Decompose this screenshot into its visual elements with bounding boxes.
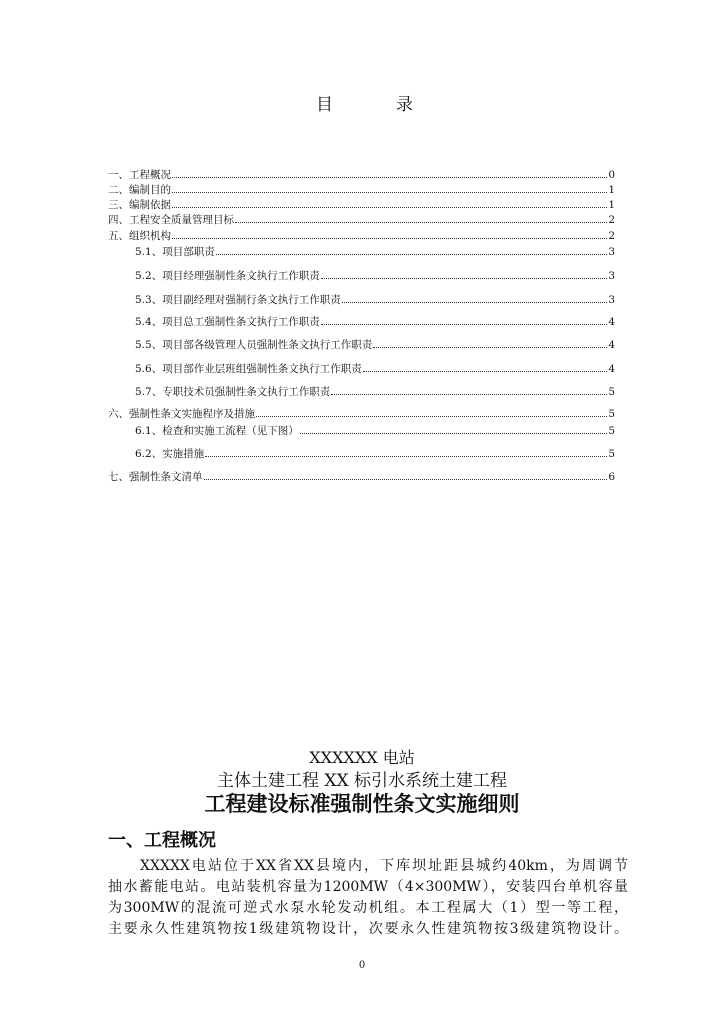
toc-leader bbox=[205, 455, 607, 457]
page-number: 0 bbox=[358, 960, 366, 971]
toc-item-label: 五、组织机构 bbox=[108, 230, 171, 242]
toc-item[interactable] bbox=[108, 471, 615, 484]
toc-item-label: 5.5、项目部各级管理人员强制性条文执行工作职责 bbox=[135, 339, 373, 351]
toc-item-label: 5.4、项目总工强制性条文执行工作职责 bbox=[135, 316, 320, 328]
toc-item-page: 5 bbox=[608, 448, 615, 460]
document-title: 工程建设标准强制性条文实施细则 bbox=[204, 792, 520, 816]
toc-leader bbox=[172, 191, 607, 193]
paragraph-line: 主要永久性建筑物按1级建筑物设计，次要永久性建筑物按3级建筑物设计。 bbox=[108, 921, 628, 937]
toc-item-page: 0 bbox=[608, 169, 615, 181]
toc-item[interactable] bbox=[108, 408, 615, 421]
toc-item-label: 一、工程概况 bbox=[108, 169, 171, 181]
toc-item-page: 4 bbox=[608, 316, 615, 328]
toc-item-label: 5.1、项目部职责 bbox=[135, 246, 215, 258]
toc-item-label: 三、编制依据 bbox=[108, 199, 171, 211]
toc-item-label: 5.3、项目副经理对强制行条文执行工作职责 bbox=[135, 294, 341, 306]
paragraph-line: 为300MW的混流可逆式水泵水轮发动机组。本工程属大（1）型一等工程， bbox=[108, 900, 628, 916]
project-name: 主体土建工程 XX 标引水系统土建工程 bbox=[216, 771, 507, 791]
toc-item-page: 3 bbox=[608, 246, 615, 258]
toc-item-page: 4 bbox=[608, 339, 615, 351]
toc-item[interactable] bbox=[135, 425, 615, 438]
paragraph-line: XXXXX电站位于XX省XX县境内，下库坝址距县城约40km，为周调节 bbox=[108, 858, 628, 874]
toc-leader bbox=[331, 393, 607, 395]
toc-item[interactable] bbox=[135, 448, 615, 461]
toc-leader bbox=[235, 221, 607, 223]
toc-leader bbox=[321, 323, 608, 325]
toc-item-page: 5 bbox=[608, 408, 615, 420]
toc-item[interactable] bbox=[108, 214, 615, 227]
toc-item[interactable] bbox=[108, 169, 615, 182]
toc-leader bbox=[300, 432, 608, 434]
toc-item[interactable] bbox=[135, 339, 615, 352]
toc-leader bbox=[373, 346, 607, 348]
toc-item-page: 6 bbox=[608, 471, 615, 483]
toc-item-page: 2 bbox=[608, 214, 615, 226]
section-heading: 一、工程概况 bbox=[108, 830, 216, 851]
toc-leader bbox=[204, 478, 608, 480]
toc-item[interactable] bbox=[135, 270, 615, 283]
toc-item-label: 六、强制性条文实施程序及措施 bbox=[108, 408, 255, 420]
toc-item[interactable] bbox=[135, 363, 615, 376]
toc-item[interactable] bbox=[135, 386, 615, 399]
toc-item-label: 二、编制目的 bbox=[108, 184, 171, 196]
toc-item-page: 5 bbox=[608, 386, 615, 398]
toc-item[interactable] bbox=[108, 184, 615, 197]
toc-leader bbox=[216, 253, 608, 255]
toc-item-label: 6.1、检查和实施工流程（见下图） bbox=[135, 425, 299, 437]
toc-item[interactable] bbox=[135, 316, 615, 329]
toc-item-page: 2 bbox=[608, 230, 615, 242]
toc-item[interactable] bbox=[135, 246, 615, 259]
toc-leader bbox=[256, 415, 607, 417]
toc-item-label: 七、强制性条文清单 bbox=[108, 471, 203, 483]
toc-item-page: 3 bbox=[608, 294, 615, 306]
toc-item-label: 5.7、专职技术员强制性条文执行工作职责 bbox=[135, 386, 331, 398]
toc-item-label: 6.2、实施措施 bbox=[135, 448, 205, 460]
toc-item[interactable] bbox=[135, 294, 615, 307]
toc-item-label: 5.2、项目经理强制性条文执行工作职责 bbox=[135, 270, 320, 282]
toc-item-page: 5 bbox=[608, 425, 615, 437]
toc-leader bbox=[172, 237, 607, 239]
paragraph-line: 抽水蓄能电站。电站装机容量为1200MW（4×300MW），安装四台单机容量 bbox=[108, 879, 628, 895]
toc-item-label: 四、工程安全质量管理目标 bbox=[108, 214, 234, 226]
toc-leader bbox=[363, 370, 608, 372]
toc-title-right: 录 bbox=[396, 95, 413, 115]
toc-leader bbox=[172, 176, 607, 178]
toc-item-page: 3 bbox=[608, 270, 615, 282]
toc-leader bbox=[172, 206, 607, 208]
toc-leader bbox=[342, 301, 608, 303]
toc-item-label: 5.6、项目部作业层班组强制性条文执行工作职责 bbox=[135, 363, 362, 375]
toc-item-page: 4 bbox=[608, 363, 615, 375]
toc-item[interactable] bbox=[108, 230, 615, 243]
toc-item-page: 1 bbox=[608, 184, 615, 196]
station-name: XXXXXX 电站 bbox=[309, 748, 415, 767]
toc-title-left: 目 bbox=[316, 95, 333, 115]
toc-item[interactable] bbox=[108, 199, 615, 212]
toc-item-page: 1 bbox=[608, 199, 615, 211]
toc-leader bbox=[321, 277, 608, 279]
